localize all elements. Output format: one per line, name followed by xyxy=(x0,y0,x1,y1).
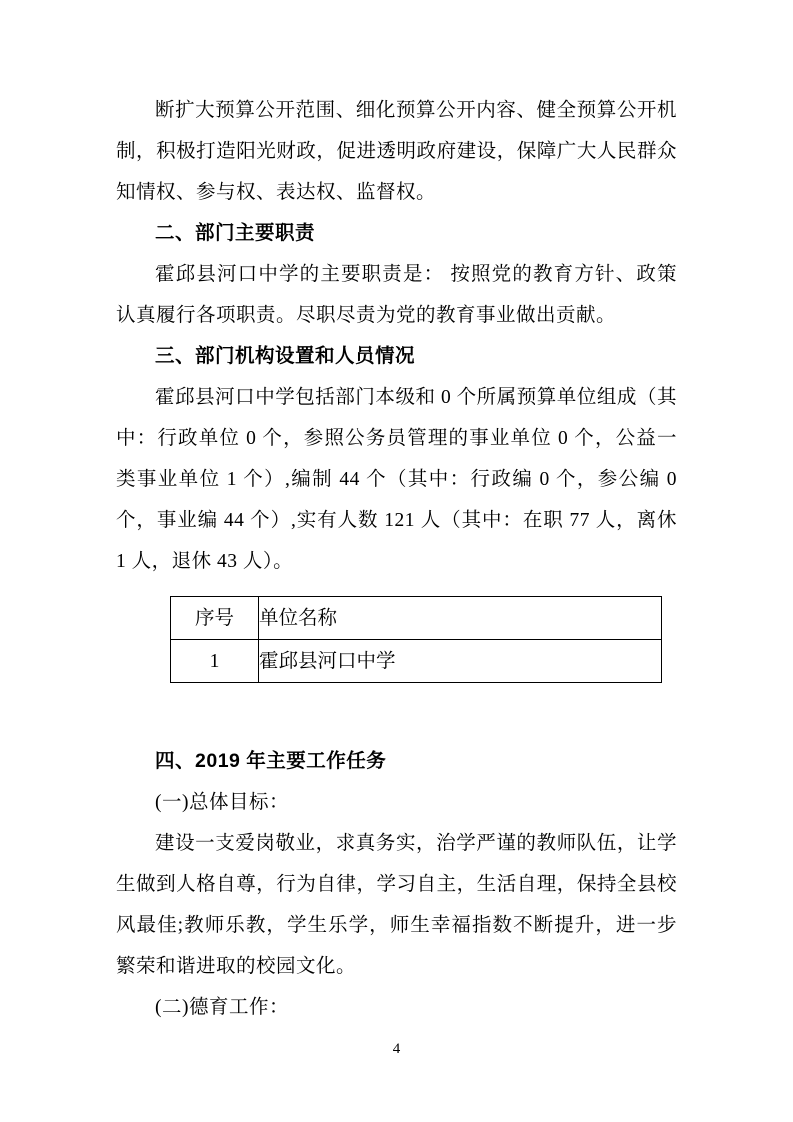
table-header-unit-name: 单位名称 xyxy=(259,597,662,640)
paragraph-department-duties: 霍邱县河口中学的主要职责是： 按照党的教育方针、政策认真履行各项职责。尽职尽责为党的教育事业做出贡献。 xyxy=(116,264,677,326)
unit-table-row xyxy=(171,640,662,683)
unit-table-header-row xyxy=(171,597,662,640)
paragraph-moral-education-label: (二)德育工作： xyxy=(155,997,289,1018)
unit-table xyxy=(170,596,662,683)
document-body xyxy=(116,90,677,1028)
paragraph-overall-goal-label: (一)总体目标： xyxy=(155,792,289,813)
page-number: 4 xyxy=(392,1041,401,1057)
heading-section-3-organization-personnel: 三、部门机构设置和人员情况 xyxy=(155,345,416,367)
table-cell-unit-name: 霍邱县河口中学 xyxy=(259,640,662,683)
table-header-sequence: 序号 xyxy=(171,597,259,640)
paragraph-overall-goal-body: 建设一支爱岗敬业，求真务实，治学严谨的教师队伍，让学生做到人格自尊，行为自律，学习自主，生活自理，保持全县校风最佳;教师乐教，学生乐学，师生幸福指数不断提升，进一步繁荣和谐进取的校园文化。 xyxy=(116,833,677,977)
paragraph-budget-transparency: 断扩大预算公开范围、细化预算公开内容、健全预算公开机制，积极打造阳光财政，促进透明政府建设，保障广大人民群众知情权、参与权、表达权、监督权。 xyxy=(116,100,677,203)
heading-section-4-work-tasks-2019: 四、2019 年主要工作任务 xyxy=(155,750,387,772)
heading-section-2-main-duties: 二、部门主要职责 xyxy=(155,222,316,244)
paragraph-organization-details: 霍邱县河口中学包括部门本级和 0 个所属预算单位组成（其中：行政单位 0 个，参照公务员管理的事业单位 0 个，公益一类事业单位 1 个）,编制 44 个（其中：行政编 0 个，参公编 0 个，事业编 44 个）,实有人数 121 人（其中：在职 77 人，离休 1 人，退休 43 人）。 xyxy=(116,387,677,572)
table-cell-sequence: 1 xyxy=(171,640,259,683)
